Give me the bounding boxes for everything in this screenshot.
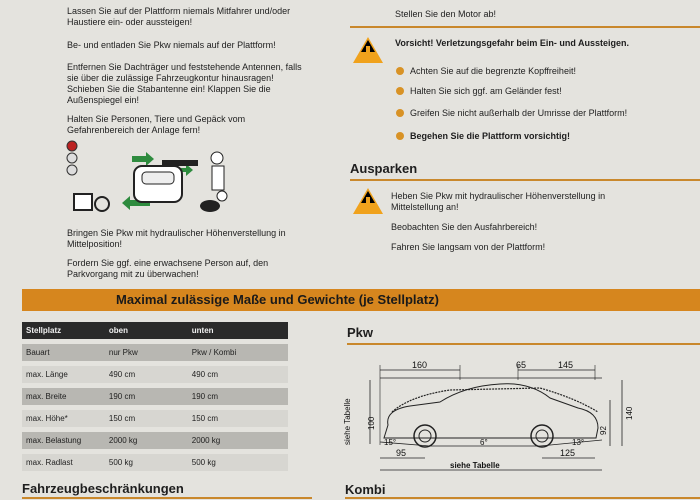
section-title-ausparken: Ausparken — [350, 161, 418, 176]
table-row — [22, 388, 288, 405]
table-cell: max. Radlast — [26, 458, 73, 467]
dim-140: 140 — [625, 406, 634, 420]
ausparken-instruction: Beobachten Sie den Ausfahrbereich! — [391, 222, 538, 232]
table-cell: nur Pkw — [108, 348, 138, 357]
dim-145: 145 — [558, 360, 574, 370]
table-cell: 500 kg — [191, 458, 216, 467]
dim-160: 160 — [412, 360, 428, 370]
warning-icon — [353, 37, 383, 63]
caution-item: Begehen Sie die Plattform vorsichtig! — [410, 131, 571, 141]
dim-siehe-horizontal: siehe Tabelle — [450, 461, 500, 470]
table-header-cell: oben — [108, 326, 128, 335]
table-cell: 150 cm — [108, 414, 136, 423]
instruction-hydraulic: Bringen Sie Pkw mit hydraulischer Höhenverstellung in Mittelposition! — [67, 228, 286, 249]
parking-illustration — [62, 138, 242, 223]
divider — [22, 497, 312, 499]
angle-6: 6° — [480, 438, 488, 447]
caution-title: Vorsicht! Verletzungsgefahr beim Ein- und Aussteigen. — [395, 38, 630, 48]
table-cell: 190 cm — [191, 392, 219, 401]
ausparken-instruction: Fahren Sie langsam von der Plattform! — [391, 242, 546, 252]
divider — [347, 343, 700, 345]
table-cell: 490 cm — [108, 370, 136, 379]
table-cell: Bauart — [26, 348, 50, 357]
instruction-keep-clear: Halten Sie Personen, Tiere und Gepäck vom Gefahrenbereich der Anlage fern! — [67, 114, 246, 135]
dim-125: 125 — [560, 448, 576, 458]
table-row — [22, 410, 288, 427]
bullet-dot — [396, 132, 404, 140]
caution-item: Halten Sie sich ggf. am Geländer fest! — [410, 86, 562, 96]
table-cell: 2000 kg — [108, 436, 138, 445]
table-cell: 500 kg — [108, 458, 133, 467]
section-title-fahrzeug: Fahrzeugbeschränkungen — [22, 481, 184, 496]
table-header — [22, 322, 288, 339]
banner-title: Maximal zulässige Maße und Gewichte (je Stellplatz) — [116, 292, 439, 307]
table-header-cell: unten — [191, 326, 214, 335]
instruction-no-passengers: Lassen Sie auf der Plattform niemals Mitfahrer und/oder Haustiere ein- oder aussteigen! — [67, 6, 291, 27]
table-row — [22, 344, 288, 361]
pkw-dimension-diagram — [340, 350, 640, 475]
divider — [350, 179, 700, 181]
dim-100: 100 — [367, 416, 376, 430]
table-cell: 490 cm — [191, 370, 219, 379]
divider — [345, 497, 700, 499]
dimensions-banner — [22, 289, 700, 311]
table-row — [22, 366, 288, 383]
ausparken-instruction: Heben Sie Pkw mit hydraulischer Höhenverstellung in Mittelstellung an! — [391, 191, 606, 212]
section-title-kombi: Kombi — [345, 482, 386, 497]
section-title-pkw: Pkw — [347, 325, 374, 340]
instruction-motor-off: Stellen Sie den Motor ab! — [395, 9, 497, 19]
instruction-no-loading: Be- und entladen Sie Pkw niemals auf der Plattform! — [67, 40, 276, 50]
instruction-supervise: Fordern Sie ggf. eine erwachsene Person auf, den Parkvorgang mit zu überwachen! — [67, 258, 269, 279]
bullet-dot — [396, 87, 404, 95]
table-cell: Pkw / Kombi — [191, 348, 237, 357]
dimensions-table — [22, 322, 288, 471]
bullet-dot — [396, 109, 404, 117]
table-cell: max. Höhe* — [26, 414, 68, 423]
table-cell: max. Belastung — [26, 436, 82, 445]
table-cell: max. Länge — [26, 370, 68, 379]
angle-15: 15° — [384, 438, 397, 447]
divider — [350, 26, 700, 28]
warning-icon — [353, 188, 383, 214]
angle-13: 13° — [572, 438, 585, 447]
dim-92: 92 — [599, 426, 608, 435]
instruction-antennas: Entfernen Sie Dachträger und feststehende Antennen, falls sie über die zulässige Fahrzeugkontur hinausragen! Schieben Sie die Stabantenne ein! Klappen Sie die Außenspiegel ein! — [67, 62, 302, 105]
table-cell: 190 cm — [108, 392, 136, 401]
dim-95: 95 — [396, 448, 407, 458]
caution-item: Greifen Sie nicht außerhalb der Umrisse der Plattform! — [410, 108, 628, 118]
bullet-dot — [396, 67, 404, 75]
table-cell: 2000 kg — [191, 436, 221, 445]
dim-65: 65 — [516, 360, 527, 370]
table-header-cell: Stellplatz — [26, 326, 62, 335]
table-cell: 150 cm — [191, 414, 219, 423]
caution-item: Achten Sie auf die begrenzte Kopffreiheit! — [410, 66, 576, 76]
table-row — [22, 454, 288, 471]
dim-siehe-vertical: siehe Tabelle — [343, 398, 352, 445]
table-cell: max. Breite — [26, 392, 67, 401]
table-row — [22, 432, 288, 449]
